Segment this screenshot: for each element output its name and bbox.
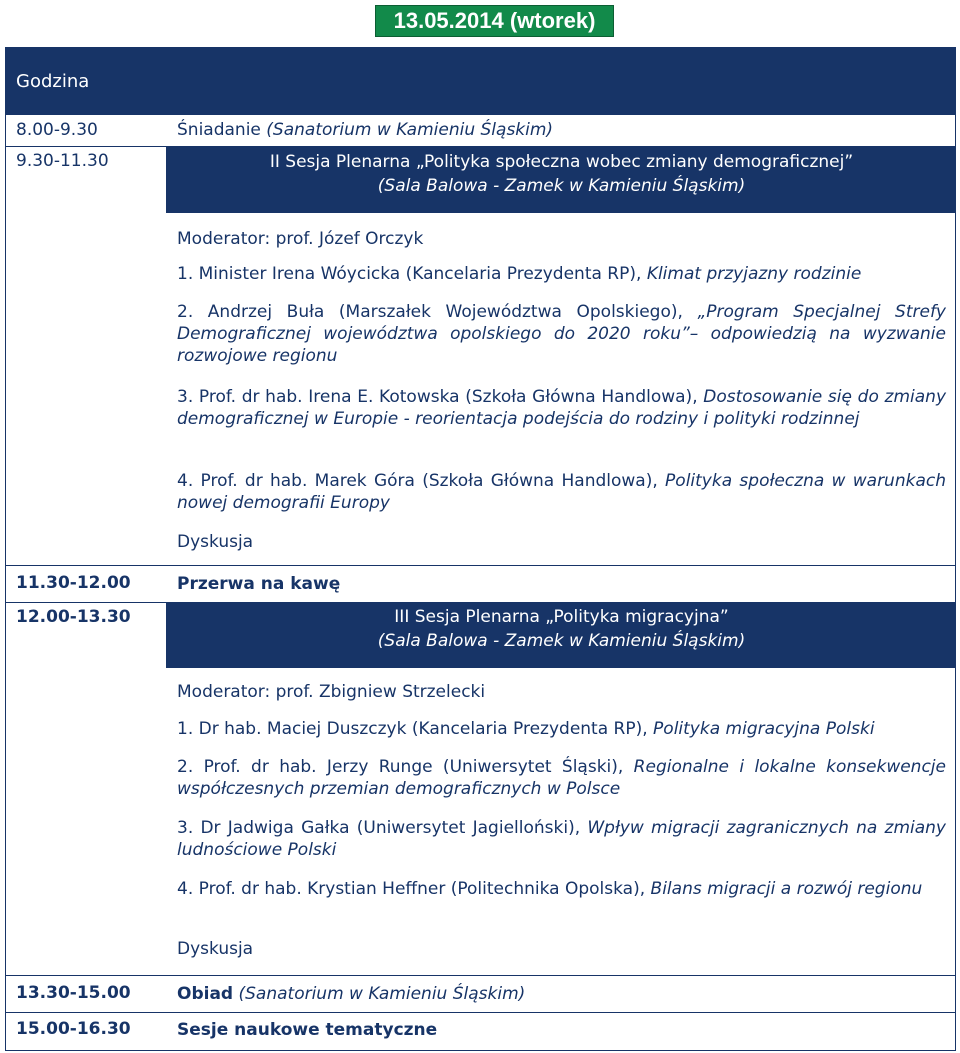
talk-title: Klimat przyjazny rodzinie bbox=[646, 264, 862, 284]
time-session3: 12.00-13.30 bbox=[16, 607, 131, 627]
date-header: 13.05.2014 (wtorek) bbox=[375, 5, 614, 37]
row-lunch bbox=[177, 983, 525, 1005]
time-breakfast: 8.00-9.30 bbox=[16, 120, 98, 140]
session3-discussion: Dyskusja bbox=[177, 939, 254, 959]
session2-discussion: Dyskusja bbox=[177, 532, 254, 552]
coffee-title: Przerwa na kawę bbox=[177, 574, 341, 594]
session2-talk-4 bbox=[177, 470, 946, 514]
session2-talk-3 bbox=[177, 386, 946, 430]
session3-talk-4 bbox=[177, 878, 946, 900]
talk-title: „Program Specjalnej Strefy Demograficznej województwa opolskiego do 2020 roku”– odpowiedzią na wyzwanie rozwojowe regionu bbox=[177, 302, 946, 366]
table-header bbox=[5, 47, 956, 114]
talk-title: Dostosowanie się do zmiany demograficznej w Europie - reorientacja podejścia do rodziny i polityki rodzinnej bbox=[177, 387, 946, 429]
row-divider bbox=[5, 565, 956, 566]
column-header-time: Godzina bbox=[16, 71, 90, 92]
time-sessions: 15.00-16.30 bbox=[16, 1019, 131, 1039]
time-coffee: 11.30-12.00 bbox=[16, 573, 131, 593]
row-divider bbox=[5, 1012, 956, 1013]
session3-talk-2 bbox=[177, 756, 946, 800]
talk-title: Regionalne i lokalne konsekwencje współczesnych przemian demograficznych w Polsce bbox=[177, 757, 946, 799]
talk-speaker: 1. Minister Irena Wóycicka (Kancelaria Prezydenta RP), bbox=[177, 264, 647, 284]
talk-speaker: 3. Prof. dr hab. Irena E. Kotowska (Szkoła Główna Handlowa), bbox=[177, 387, 704, 407]
row-divider bbox=[5, 975, 956, 976]
session3-talk-1 bbox=[177, 718, 875, 740]
talk-speaker: 2. Prof. dr hab. Jerzy Runge (Uniwersytet Śląski), bbox=[177, 757, 634, 777]
row-breakfast bbox=[177, 119, 553, 141]
talk-speaker: 2. Andrzej Buła (Marszałek Województwa Opolskiego), bbox=[177, 302, 698, 322]
talk-title: Wpływ migracji zagranicznych na zmiany ludnościowe Polski bbox=[177, 818, 946, 860]
time-session2: 9.30-11.30 bbox=[16, 151, 109, 171]
lunch-title: Obiad bbox=[177, 984, 234, 1004]
session3-place: (Sala Balowa - Zamek w Kamieniu Śląskim) bbox=[377, 631, 746, 651]
session3-moderator: Moderator: prof. Zbigniew Strzelecki bbox=[177, 682, 486, 702]
lunch-place: (Sanatorium w Kamieniu Śląskim) bbox=[238, 984, 526, 1004]
session2-talk-1 bbox=[177, 263, 861, 285]
sessions-title: Sesje naukowe tematyczne bbox=[177, 1020, 438, 1040]
breakfast-place: (Sanatorium w Kamieniu Śląskim) bbox=[266, 120, 554, 140]
session2-talk-2 bbox=[177, 301, 946, 367]
talk-title: Polityka społeczna w warunkach nowej demografii Europy bbox=[177, 471, 946, 513]
row-divider bbox=[5, 114, 956, 115]
talk-speaker: 4. Prof. dr hab. Krystian Heffner (Politechnika Opolska), bbox=[177, 879, 651, 899]
talk-title: Bilans migracji a rozwój regionu bbox=[650, 879, 923, 899]
breakfast-title: Śniadanie bbox=[177, 120, 261, 140]
session2-title: II Sesja Plenarna „Polityka społeczna wobec zmiany demograficznej” bbox=[269, 152, 854, 172]
talk-speaker: 4. Prof. dr hab. Marek Góra (Szkoła Główna Handlowa), bbox=[177, 471, 666, 491]
talk-title: Polityka migracyjna Polski bbox=[653, 719, 875, 739]
session3-talk-3 bbox=[177, 817, 946, 861]
talk-speaker: 3. Dr Jadwiga Gałka (Uniwersytet Jagielloński), bbox=[177, 818, 588, 838]
time-lunch: 13.30-15.00 bbox=[16, 983, 131, 1003]
session3-title: III Sesja Plenarna „Polityka migracyjna” bbox=[394, 607, 729, 627]
session2-moderator: Moderator: prof. Józef Orczyk bbox=[177, 229, 424, 249]
talk-speaker: 1. Dr hab. Maciej Duszczyk (Kancelaria Prezydenta RP), bbox=[177, 719, 654, 739]
session2-place: (Sala Balowa - Zamek w Kamieniu Śląskim) bbox=[377, 176, 746, 196]
